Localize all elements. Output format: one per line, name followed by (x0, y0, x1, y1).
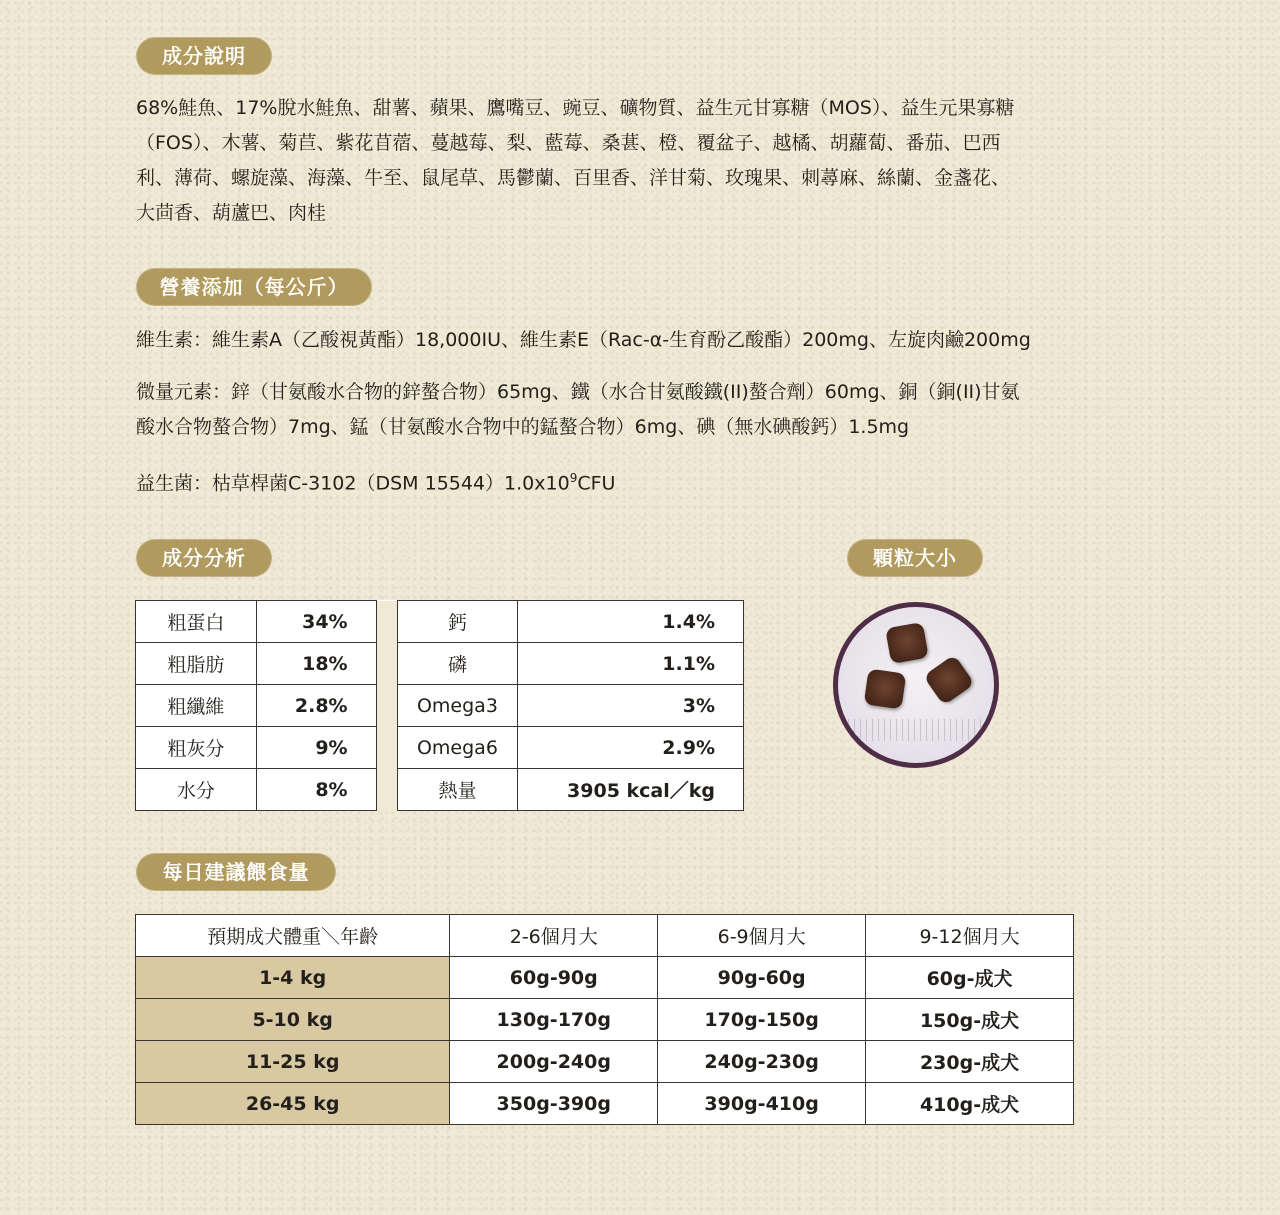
feeding-amount: 350g-390g (450, 1083, 658, 1125)
analysis-label: 粗纖維 (136, 685, 257, 727)
ingredients-title: 成分說明 (136, 37, 272, 75)
feeding-amount: 60g-成犬 (866, 957, 1074, 999)
analysis-label: 水分 (136, 769, 257, 811)
kibble-size-image (833, 602, 999, 768)
feeding-amount: 60g-90g (450, 957, 658, 999)
feeding-amount: 150g-成犬 (866, 999, 1074, 1041)
feeding-header: 9-12個月大 (866, 915, 1074, 957)
minerals-text (136, 375, 1176, 445)
analysis-value: 9% (256, 727, 376, 769)
ingredients-line: 68%鮭魚、17%脫水鮭魚、甜薯、蘋果、鷹嘴豆、豌豆、礦物質、益生元甘寡糖（MOS）、益生元果寡糖 (136, 97, 1015, 119)
feeding-table (135, 914, 1074, 1125)
probiotics-text (136, 461, 1176, 501)
feeding-row (136, 1083, 1074, 1125)
analysis-row (136, 643, 744, 685)
analysis-label: 粗灰分 (136, 727, 257, 769)
ingredients-line: 利、薄荷、螺旋藻、海藻、牛至、鼠尾草、馬鬱蘭、百里香、洋甘菊、玫瑰果、刺蕁麻、絲蘭、金盞花、 (136, 167, 1011, 189)
analysis-value: 18% (256, 643, 376, 685)
analysis-gap (376, 769, 397, 811)
analysis-label: Omega3 (397, 685, 518, 727)
probiotics-exponent: 9 (569, 471, 578, 485)
analysis-value: 2.9% (518, 727, 744, 769)
analysis-gap (376, 685, 397, 727)
ingredients-line: 大茴香、葫蘆巴、肉桂 (136, 202, 327, 224)
analysis-row (136, 601, 744, 643)
analysis-table (135, 600, 744, 811)
kibble-piece (923, 654, 975, 705)
minerals-line: 微量元素：鋅（甘氨酸水合物的鋅螯合物）65mg、鐵（水合甘氨酸鐵(II)螯合劑）60mg、銅（銅(II)甘氨 (136, 381, 1020, 403)
feeding-amount: 230g-成犬 (866, 1041, 1074, 1083)
feeding-weight: 5-10 kg (136, 999, 450, 1041)
feeding-header: 預期成犬體重＼年齡 (136, 915, 450, 957)
feeding-header-row (136, 915, 1074, 957)
analysis-label: 粗蛋白 (136, 601, 257, 643)
feeding-row (136, 957, 1074, 999)
probiotics-prefix: 益生菌：枯草桿菌C-3102（DSM 15544）1.0x10 (136, 472, 570, 495)
ingredients-text (136, 91, 1156, 231)
ingredients-line: （FOS）、木薯、菊苣、紫花苜蓿、蔓越莓、梨、藍莓、桑葚、橙、覆盆子、越橘、胡蘿蔔、番茄、巴西 (136, 132, 1001, 154)
analysis-value: 1.4% (518, 601, 744, 643)
analysis-row (136, 727, 744, 769)
feeding-header: 6-9個月大 (658, 915, 866, 957)
feeding-amount: 90g-60g (658, 957, 866, 999)
analysis-label: 粗脂肪 (136, 643, 257, 685)
feeding-row (136, 1041, 1074, 1083)
feeding-amount: 410g-成犬 (866, 1083, 1074, 1125)
kibble-size-title: 顆粒大小 (847, 539, 983, 577)
analysis-value: 34% (256, 601, 376, 643)
feeding-title: 每日建議餵食量 (136, 853, 336, 891)
kibble-piece (885, 622, 929, 664)
feeding-weight: 26-45 kg (136, 1083, 450, 1125)
feeding-row (136, 999, 1074, 1041)
analysis-row (136, 685, 744, 727)
analysis-value: 8% (256, 769, 376, 811)
feeding-amount: 130g-170g (450, 999, 658, 1041)
analysis-gap (376, 727, 397, 769)
feeding-weight: 11-25 kg (136, 1041, 450, 1083)
ruler (848, 719, 984, 741)
analysis-gap (376, 643, 397, 685)
analysis-label: Omega6 (397, 727, 518, 769)
analysis-value: 3905 kcal／kg (518, 769, 744, 811)
feeding-amount: 390g-410g (658, 1083, 866, 1125)
analysis-value: 2.8% (256, 685, 376, 727)
feeding-amount: 170g-150g (658, 999, 866, 1041)
analysis-label: 鈣 (397, 601, 518, 643)
feeding-header: 2-6個月大 (450, 915, 658, 957)
analysis-label: 磷 (397, 643, 518, 685)
analysis-gap (376, 601, 397, 643)
analysis-title: 成分分析 (136, 539, 272, 577)
minerals-line: 酸水合物螯合物）7mg、錳（甘氨酸水合物中的錳螯合物）6mg、碘（無水碘酸鈣）1.5mg (136, 416, 910, 438)
analysis-row (136, 769, 744, 811)
analysis-value: 3% (518, 685, 744, 727)
feeding-weight: 1-4 kg (136, 957, 450, 999)
analysis-value: 1.1% (518, 643, 744, 685)
feeding-amount: 200g-240g (450, 1041, 658, 1083)
analysis-label: 熱量 (397, 769, 518, 811)
probiotics-suffix: CFU (577, 472, 616, 495)
kibble-piece (864, 669, 907, 710)
nutrients-title: 營養添加（每公斤） (136, 268, 372, 306)
vitamins-text: 維生素：維生素A（乙酸視黃酯）18,000IU、維生素E（Rac-α-生育酚乙酸酯）200mg、左旋肉鹼200mg (136, 329, 1031, 351)
feeding-amount: 240g-230g (658, 1041, 866, 1083)
